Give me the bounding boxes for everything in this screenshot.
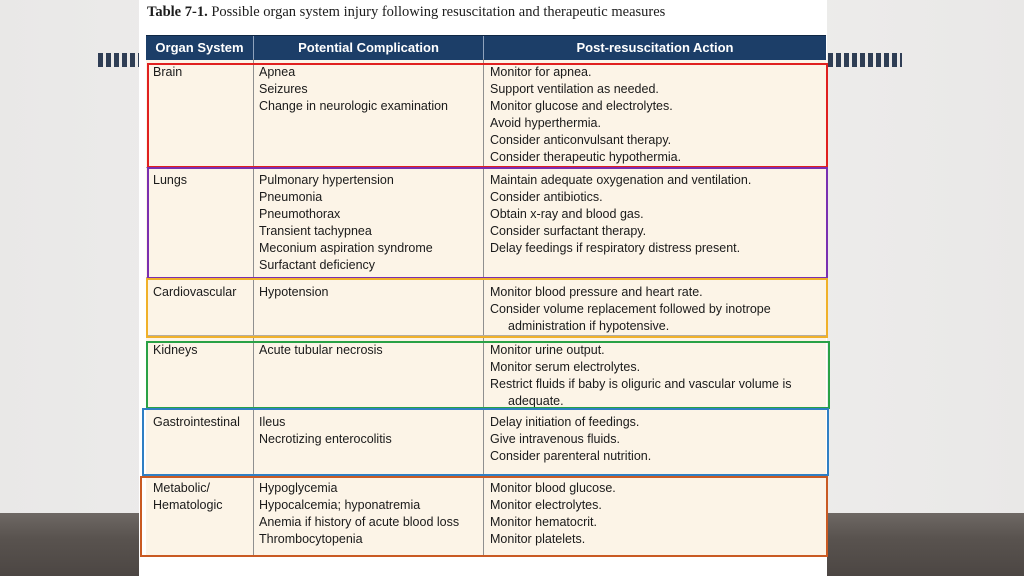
action-cell-lungs-line: Obtain x-ray and blood gas. (490, 207, 644, 221)
decorative-dashes-right (828, 53, 902, 67)
complication-cell-kidneys-line: Acute tubular necrosis (259, 343, 383, 357)
decorative-dashes-left (98, 53, 144, 67)
action-cell-kidneys-line: Monitor urine output. (490, 343, 605, 357)
caption-label: Table 7-1. (147, 4, 208, 20)
highlight-box-lungs (147, 167, 828, 279)
action-cell-gastrointestinal-line: Delay initiation of feedings. (490, 415, 640, 429)
highlight-box-brain (147, 63, 828, 168)
organ-cell-lungs-line: Lungs (153, 173, 188, 187)
action-cell-lungs-line: Consider antibiotics. (490, 190, 603, 204)
header-potential-complication: Potential Complication (298, 40, 439, 55)
action-cell-metabolic-hematologic-line: Monitor platelets. (490, 532, 586, 546)
highlight-box-kidneys (146, 341, 830, 409)
action-cell-kidneys-line: Monitor serum electrolytes. (490, 360, 641, 374)
complication-cell-brain-line: Change in neurologic examination (259, 99, 449, 113)
complication-cell-lungs-line: Pneumothorax (259, 207, 341, 221)
table-header-row (146, 35, 826, 60)
organ-cell-metabolic-hematologic-line: Metabolic/ (153, 481, 210, 495)
action-cell-lungs-line: Maintain adequate oxygenation and ventilation. (490, 173, 752, 187)
complication-cell-brain-line: Seizures (259, 82, 308, 96)
header-post-resuscitation-action: Post-resuscitation Action (576, 40, 734, 55)
highlight-box-metabolic-hematologic (140, 476, 828, 557)
complication-cell-gastrointestinal-line: Necrotizing enterocolitis (259, 432, 392, 446)
organ-cell-metabolic-hematologic-line: Hematologic (153, 498, 223, 512)
table-caption (147, 4, 665, 21)
action-cell-brain-line: Monitor glucose and electrolytes. (490, 99, 673, 113)
action-cell-cardiovascular-line: administration if hypotensive. (508, 319, 670, 333)
action-cell-brain-line: Avoid hyperthermia. (490, 116, 601, 130)
complication-cell-lungs-line: Meconium aspiration syndrome (259, 241, 433, 255)
organ-cell-kidneys-line: Kidneys (153, 343, 198, 357)
caption-text: Possible organ system injury following resuscitation and therapeutic measures (211, 4, 666, 20)
action-cell-metabolic-hematologic-line: Monitor hematocrit. (490, 515, 597, 529)
action-cell-cardiovascular-line: Consider volume replacement followed by inotrope (490, 302, 771, 316)
action-cell-brain-line: Consider anticonvulsant therapy. (490, 133, 672, 147)
complication-cell-lungs-line: Pneumonia (259, 190, 323, 204)
header-organ-system: Organ System (155, 40, 244, 55)
action-cell-lungs-line: Delay feedings if respiratory distress present. (490, 241, 741, 255)
complication-cell-metabolic-hematologic-line: Thrombocytopenia (259, 532, 363, 546)
organ-cell-brain-line: Brain (153, 65, 183, 79)
complication-cell-brain-line: Apnea (259, 65, 296, 79)
complication-cell-cardiovascular-line: Hypotension (259, 285, 329, 299)
action-cell-brain-line: Monitor for apnea. (490, 65, 592, 79)
complication-cell-gastrointestinal-line: Ileus (259, 415, 286, 429)
action-cell-gastrointestinal-line: Give intravenous fluids. (490, 432, 620, 446)
highlight-box-cardiovascular (146, 278, 828, 338)
highlight-box-gastrointestinal (142, 408, 829, 476)
complication-cell-lungs-line: Pulmonary hypertension (259, 173, 394, 187)
action-cell-brain-line: Consider therapeutic hypothermia. (490, 150, 682, 164)
complication-cell-metabolic-hematologic-line: Anemia if history of acute blood loss (259, 515, 460, 529)
complication-cell-metabolic-hematologic-line: Hypoglycemia (259, 481, 338, 495)
action-cell-lungs-line: Consider surfactant therapy. (490, 224, 647, 238)
action-cell-metabolic-hematologic-line: Monitor electrolytes. (490, 498, 602, 512)
action-cell-metabolic-hematologic-line: Monitor blood glucose. (490, 481, 616, 495)
action-cell-brain-line: Support ventilation as needed. (490, 82, 659, 96)
complication-cell-lungs-line: Surfactant deficiency (259, 258, 376, 272)
action-cell-kidneys-line: Restrict fluids if baby is oliguric and vascular volume is (490, 377, 792, 391)
organ-cell-cardiovascular-line: Cardiovascular (153, 285, 237, 299)
complication-cell-lungs-line: Transient tachypnea (259, 224, 372, 238)
complication-cell-metabolic-hematologic-line: Hypocalcemia; hyponatremia (259, 498, 421, 512)
action-cell-kidneys-line: adequate. (508, 394, 564, 408)
action-cell-cardiovascular-line: Monitor blood pressure and heart rate. (490, 285, 703, 299)
action-cell-gastrointestinal-line: Consider parenteral nutrition. (490, 449, 652, 463)
organ-cell-gastrointestinal-line: Gastrointestinal (153, 415, 240, 429)
